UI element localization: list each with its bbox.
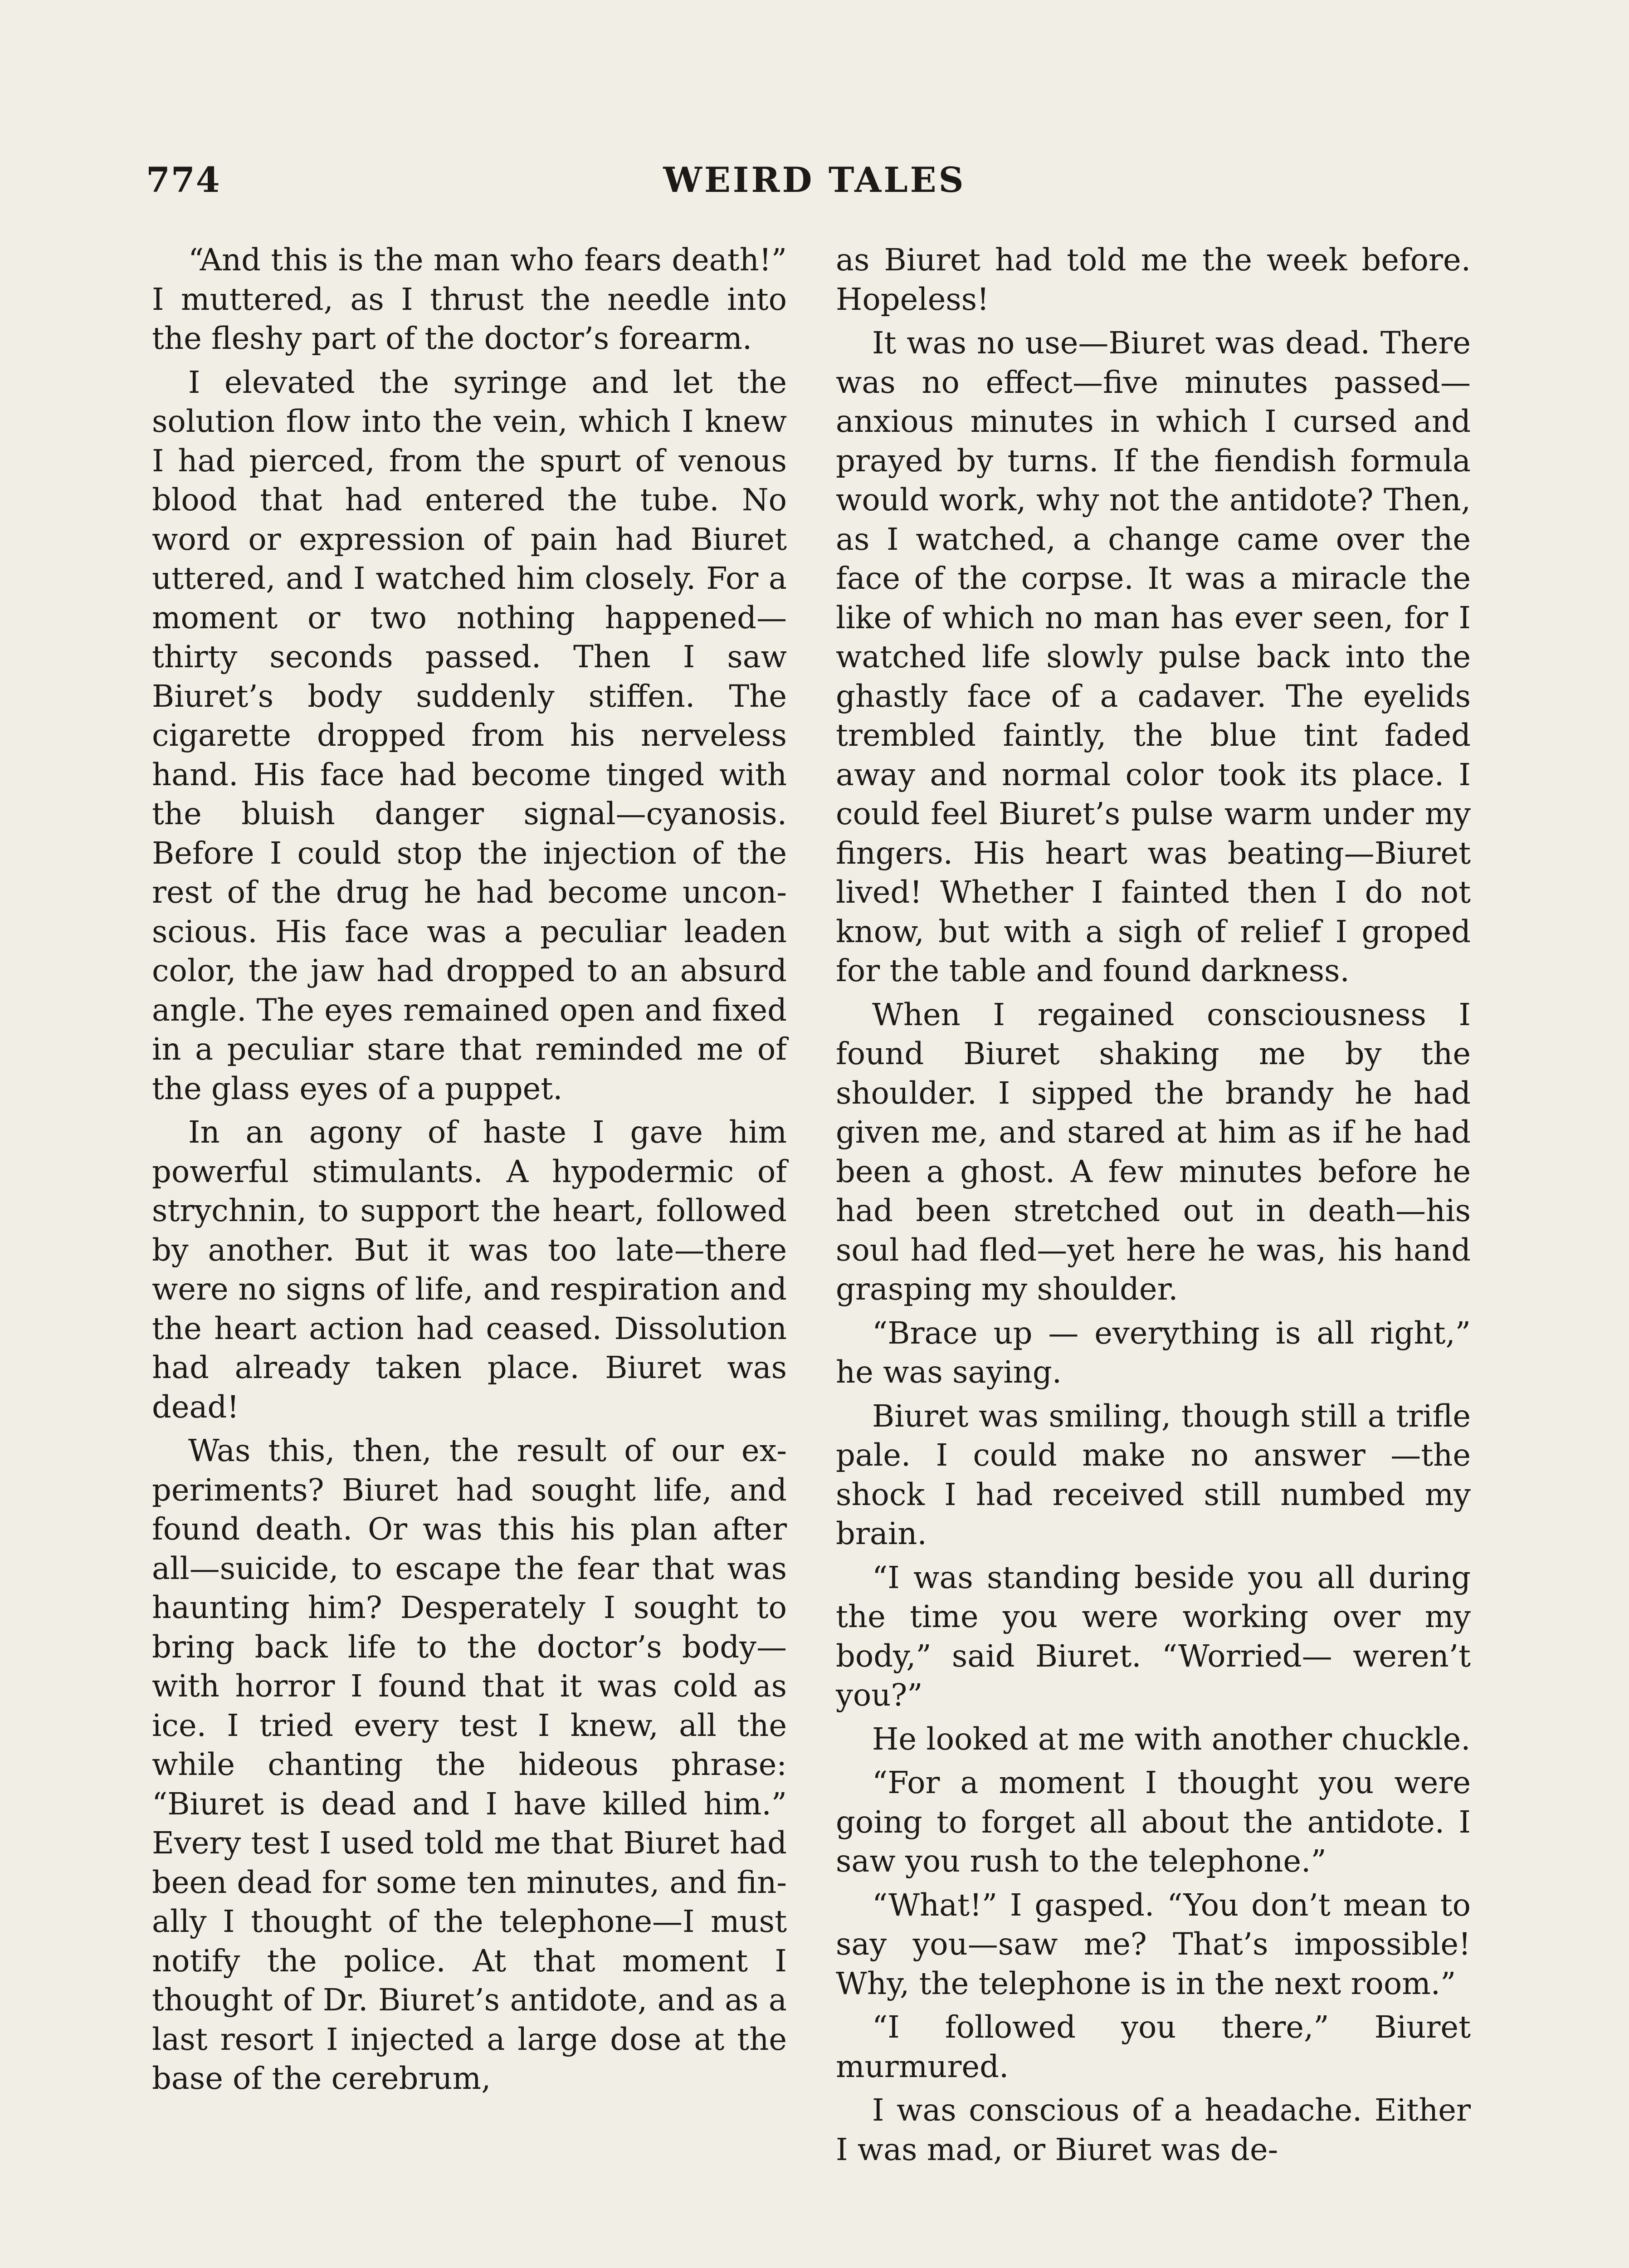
paragraph: “I was standing beside you all during the time you were working over my body,” said Biuret. “Worried— weren’t you?” xyxy=(836,1559,1471,1713)
paragraph: Was this, then, the result of our experiments? Biuret had sought life, and found death. Or was this his plan after all—suicide, to escape the fear that was haunting him? Desperately I sought to bring back life to the doctor’s body—with horror I found that it was cold as ice. I tried every test I knew, all the while chanting the hideous phrase: “Biuret is dead and I have killed him.” Every test I used told me that Biuret had been dead for some ten minutes, and finally I thought of the telephone—I must notify the police. At that moment I thought of Dr. Biuret’s antidote, and as a last resort I injected a large dose at the base of the cerebrum, xyxy=(152,1433,787,2096)
paragraph: It was no use—Biuret was dead. There was no effect—five minutes passed—anxious minutes in which I cursed and prayed by turns. If the fiendish formula would work, why not the antidote? Then, as I watched, a change came over the face of the corpse. It was a miracle the like of which no man has ever seen, for I watched life slowly pulse back into the ghastly face of a cadaver. The eyelids trembled faintly, the blue tint faded away and normal color took its place. I could feel Biuret’s pulse warm under my fingers. His heart was beating—Biuret lived! Whether I fainted then I do not know, but with a sigh of relief I groped for the table and found darkness. xyxy=(836,325,1471,988)
paragraph: “Brace up — everything is all right,” he was saying. xyxy=(836,1315,1471,1390)
paragraph-continued: as Biuret had told me the week before. Hopeless! xyxy=(836,242,1471,317)
paragraph: He looked at me with another chuckle. xyxy=(872,1721,1471,1757)
running-head: WEIRD TALES xyxy=(663,160,966,200)
paragraph: “I followed you there,” Biuret murmured. xyxy=(836,2009,1471,2084)
left-column xyxy=(152,240,787,2103)
right-column xyxy=(836,240,1471,2174)
paragraph: In an agony of haste I gave him powerful stimulants. A hypodermic of strychnin, to support the heart, followed by another. But it was too late—there were no signs of life, and respiration and the heart action had ceased. Dissolution had already taken place. Biuret was dead! xyxy=(152,1114,787,1425)
paragraph: “For a moment I thought you were going to forget all about the antidote. I saw you rush to the telephone.” xyxy=(836,1765,1471,1879)
page-number: 774 xyxy=(146,160,221,200)
paragraph: I was conscious of a headache. Either I was mad, or Biuret was de- xyxy=(836,2092,1471,2167)
paragraph: Biuret was smiling, though still a trifle pale. I could make no answer —the shock I had received still numbed my brain. xyxy=(836,1398,1471,1551)
paragraph: “What!” I gasped. “You don’t mean to say you—saw me? That’s impossible! Why, the telephone is in the next room.” xyxy=(836,1887,1471,2001)
paragraph: “And this is the man who fears death!” I muttered, as I thrust the needle into the fleshy part of the doctor’s forearm. xyxy=(152,242,787,356)
paragraph: I elevated the syringe and let the solution flow into the vein, which I knew I had pierced, from the spurt of venous blood that had entered the tube. No word or expression of pain had Biuret uttered, and I watched him closely. For a moment or two nothing happened—thirty seconds passed. Then I saw Biuret’s body suddenly stiffen. The cigarette dropped from his nerveless hand. His face had become tinged with the bluish danger signal—cyanosis. Before I could stop the injection of the rest of the drug he had become unconscious. His face was a peculiar leaden color, the jaw had dropped to an absurd angle. The eyes remained open and fixed in a peculiar stare that reminded me of the glass eyes of a puppet. xyxy=(152,364,787,1106)
paragraph: When I regained consciousness I found Biuret shaking me by the shoulder. I sipped the brandy he had given me, and stared at him as if he had been a ghost. A few minutes before he had been stretched out in death—his soul had fled—yet here he was, his hand grasping my shoulder. xyxy=(836,997,1471,1307)
